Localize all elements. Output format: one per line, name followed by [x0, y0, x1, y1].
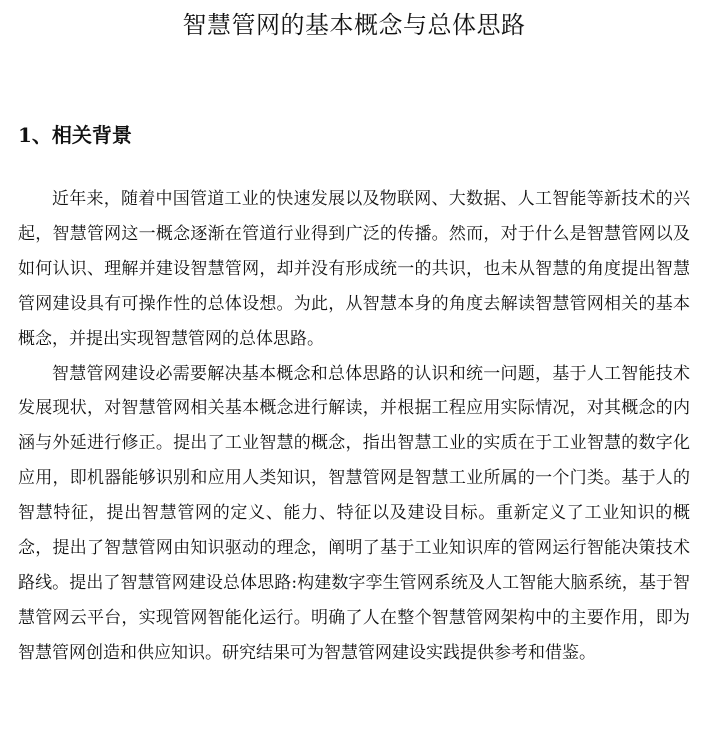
section-heading: 1、相关背景	[18, 123, 132, 147]
paragraph-1: 近年来，随着中国管道工业的快速发展以及物联网、大数据、人工智能等新技术的兴起，智慧管网这一概念逐渐在管道行业得到广泛的传播。然而，对于什么是智慧管网以及如何认识、理解并建设智慧管网，却并没有形成统一的共识，也未从智慧的角度提出智慧管网建设具有可操作性的总体设想。为此，从智慧本身的角度去解读智慧管网相关的基本概念，并提出实现智慧管网的总体思路。	[18, 189, 690, 349]
paragraph-2: 智慧管网建设必需要解决基本概念和总体思路的认识和统一问题，基于人工智能技术发展现状，对智慧管网相关基本概念进行解读，并根据工程应用实际情况，对其概念的内涵与外延进行修正。提出了工业智慧的概念，指出智慧工业的实质在于工业智慧的数字化应用，即机器能够识别和应用人类知识，智慧管网是智慧工业所属的一个门类。基于人的智慧特征，提出智慧管网的定义、能力、特征以及建设目标。重新定义了工业知识的概念，提出了智慧管网由知识驱动的理念，阐明了基于工业知识库的管网运行智能决策技术路线。提出了智慧管网建设总体思路:构建数字孪生管网系统及人工智能大脑系统，基于智慧管网云平台，实现管网智能化运行。明确了人在整个智慧管网架构中的主要作用，即为智慧管网创造和供应知识。研究结果可为智慧管网建设实践提供参考和借鉴。	[18, 363, 690, 663]
document-body	[18, 182, 690, 671]
document-title: 智慧管网的基本概念与总体思路	[182, 11, 526, 39]
